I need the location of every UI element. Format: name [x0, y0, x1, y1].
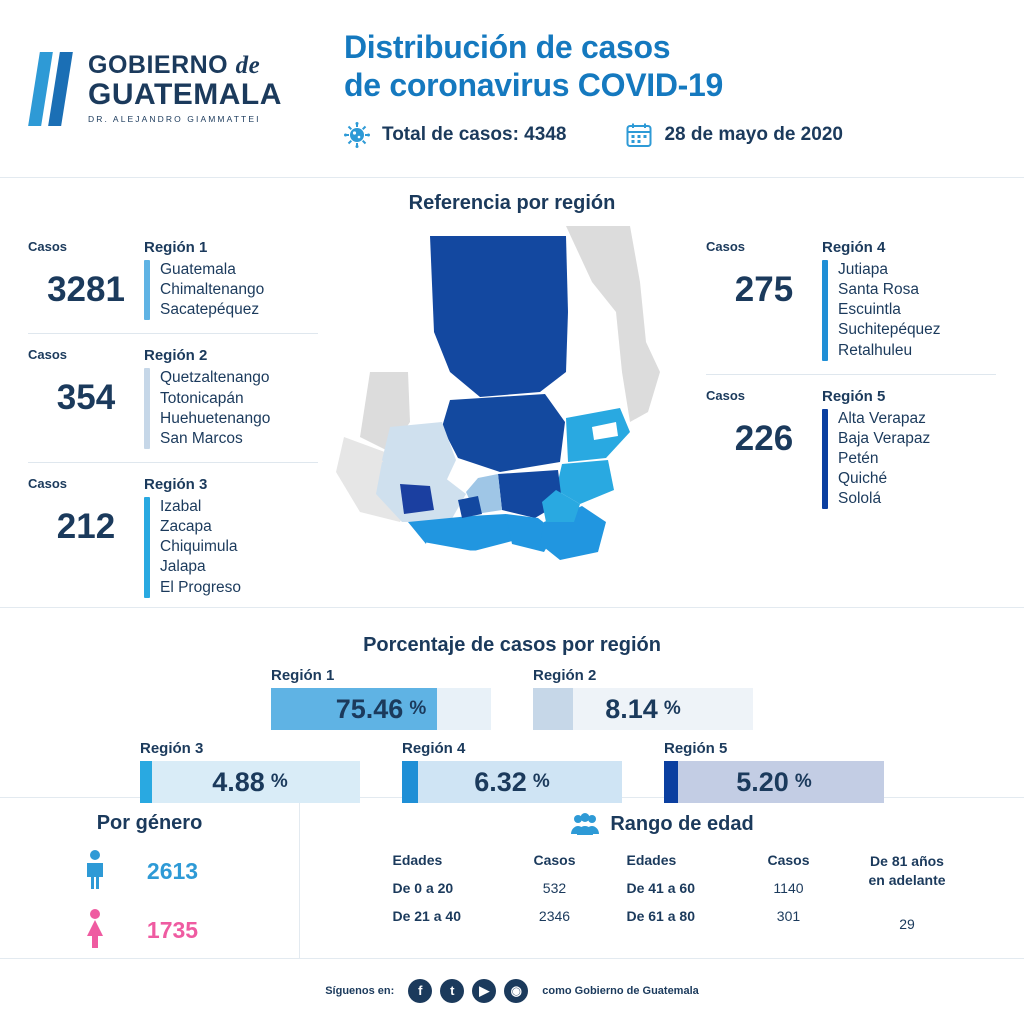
- region-departments: [838, 409, 930, 510]
- youtube-icon[interactable]: ▶: [472, 979, 496, 1003]
- department-item: Sacatepéquez: [160, 301, 260, 319]
- percent-item: [533, 667, 753, 730]
- report-date-label: 28 de mayo de 2020: [664, 123, 843, 145]
- male-count: 2613: [146, 858, 199, 884]
- department-item: Sololá: [838, 490, 882, 508]
- gender-row-male: [0, 849, 299, 894]
- age-cases: 1140: [773, 880, 804, 896]
- account-label: como Gobierno de Guatemala: [542, 984, 699, 997]
- ages-table-1: [392, 852, 598, 932]
- regions-column-right: [706, 226, 996, 522]
- region-card: [706, 226, 996, 375]
- gender-panel: [0, 798, 300, 958]
- logo-de: de: [235, 52, 261, 80]
- department-item: San Marcos: [160, 429, 243, 447]
- region-card: [28, 226, 318, 334]
- guatemala-map: [330, 222, 690, 582]
- region-color-bar: [822, 260, 828, 361]
- region-departments: [160, 260, 264, 320]
- region-card: [706, 375, 996, 523]
- ages-col-header-ages: Edades: [626, 852, 677, 868]
- region-name: Región 1: [144, 239, 208, 256]
- ages-81-title-2: en adelante: [868, 871, 946, 888]
- region-cases-value: 275: [734, 270, 794, 309]
- twitter-icon[interactable]: t: [440, 979, 464, 1003]
- percent-unit: %: [532, 771, 550, 792]
- percent-section: [0, 608, 1024, 798]
- gender-row-female: [0, 908, 299, 953]
- department-item: Escuintla: [838, 301, 901, 319]
- female-icon: [72, 908, 118, 953]
- percent-row-top: [0, 667, 1024, 730]
- facebook-icon[interactable]: f: [408, 979, 432, 1003]
- percent-item: [140, 740, 360, 803]
- gender-title: Por género: [96, 812, 203, 834]
- percent-unit: %: [663, 698, 681, 719]
- government-logo: [34, 52, 334, 126]
- region-cases-label: Casos: [706, 387, 746, 403]
- department-item: Petén: [838, 449, 879, 467]
- region-cases-label: Casos: [28, 239, 68, 254]
- table-row: [392, 908, 598, 924]
- percent-bar: [533, 688, 753, 730]
- footer: [0, 958, 1024, 1022]
- region-card: [28, 463, 318, 611]
- department-item: Zacapa: [160, 518, 212, 536]
- percent-value: 6.32: [474, 766, 527, 797]
- female-count: 1735: [146, 917, 199, 943]
- report-date: [626, 122, 843, 148]
- ages-col-header-ages: Edades: [392, 852, 443, 868]
- logo-subtitle: DR. ALEJANDRO GIAMMATTEI: [88, 114, 261, 125]
- percent-item: [402, 740, 622, 803]
- percent-unit: %: [270, 771, 288, 792]
- ages-table-2: [626, 852, 832, 932]
- region-cases-label: Casos: [28, 347, 68, 363]
- region-cases-label: Casos: [706, 239, 746, 254]
- age-range: De 41 a 60: [626, 880, 695, 896]
- region-cases-value: 3281: [47, 270, 125, 309]
- percent-label: Región 1: [271, 667, 335, 684]
- percent-value: 8.14: [605, 693, 658, 724]
- percent-item: [664, 740, 884, 803]
- department-item: Izabal: [160, 497, 202, 515]
- ages-col-header-cases: Casos: [767, 852, 810, 868]
- ages-panel: [300, 798, 1024, 958]
- ages-81-value: 29: [899, 915, 915, 932]
- department-item: Quiché: [838, 470, 888, 488]
- department-item: Retalhuleu: [838, 341, 913, 359]
- region-color-bar: [144, 260, 150, 320]
- region-name: Región 4: [822, 239, 886, 256]
- department-item: Chimaltenango: [160, 281, 265, 299]
- department-item: Alta Verapaz: [838, 409, 926, 427]
- ages-title-text: Rango de edad: [610, 812, 754, 835]
- region-cases-label: Casos: [28, 475, 68, 491]
- region-cases-value: 212: [56, 506, 116, 546]
- age-range: De 61 a 80: [626, 908, 695, 924]
- percent-bar: [664, 761, 884, 803]
- region-departments: [838, 260, 941, 361]
- instagram-icon[interactable]: ◉: [504, 979, 528, 1003]
- percent-title: Porcentaje de casos por región: [363, 634, 661, 656]
- ages-col-header-cases: Casos: [533, 852, 576, 868]
- department-item: Huehuetenango: [160, 409, 271, 427]
- logo-guatemala: GUATEMALA: [88, 78, 282, 112]
- region-color-bar: [144, 368, 150, 449]
- percent-bar: [271, 688, 491, 730]
- age-cases: 2346: [538, 908, 571, 924]
- ages-81-plus: [868, 852, 945, 932]
- page-title-line2: de coronavirus COVID-19: [344, 66, 723, 103]
- age-range: De 21 a 40: [392, 908, 461, 924]
- percent-value: 75.46: [335, 693, 404, 724]
- department-item: Chiquimula: [160, 538, 238, 556]
- table-row: [392, 880, 598, 896]
- total-cases-label: Total de casos: 4348: [382, 123, 567, 145]
- department-item: Quetzaltenango: [160, 369, 270, 387]
- percent-row-bottom: [0, 740, 1024, 803]
- total-cases: [344, 122, 566, 148]
- regions-column-left: [28, 226, 318, 611]
- region-card: [28, 334, 318, 463]
- department-item: Jutiapa: [838, 261, 888, 278]
- department-item: El Progreso: [160, 578, 241, 596]
- logo-gobierno: GOBIERNO: [88, 51, 229, 80]
- percent-value: 5.20: [736, 766, 789, 797]
- percent-unit: %: [794, 771, 812, 792]
- department-item: Suchitepéquez: [838, 321, 941, 339]
- department-item: Totonicapán: [160, 389, 244, 407]
- table-row: [626, 908, 832, 924]
- region-color-bar: [822, 409, 828, 510]
- region-name: Región 3: [144, 475, 208, 493]
- ages-81-title-1: De 81 años: [870, 853, 944, 869]
- percent-bar: [402, 761, 622, 803]
- calendar-icon: [626, 122, 652, 148]
- region-departments: [160, 497, 241, 598]
- region-name: Región 5: [822, 387, 886, 405]
- department-item: Santa Rosa: [838, 281, 919, 299]
- percent-bar: [140, 761, 360, 803]
- percent-item: [271, 667, 491, 730]
- department-item: Jalapa: [160, 558, 206, 576]
- department-item: Baja Verapaz: [838, 429, 931, 447]
- age-range: De 0 a 20: [392, 880, 454, 896]
- flag-bars-icon: [34, 52, 74, 126]
- people-icon: [570, 812, 600, 836]
- age-cases: 532: [542, 880, 567, 896]
- table-row: [626, 880, 832, 896]
- header: [0, 0, 1024, 178]
- follow-label: Síguenos en:: [325, 984, 395, 997]
- title-block: [334, 29, 990, 147]
- percent-unit: %: [409, 698, 427, 719]
- percent-label: Región 5: [664, 740, 728, 757]
- virus-icon: [344, 122, 370, 148]
- region-cases-value: 226: [734, 418, 794, 458]
- percent-label: Región 3: [140, 740, 204, 757]
- percent-label: Región 4: [402, 740, 466, 757]
- page-title-line1: Distribución de casos: [344, 29, 671, 66]
- region-departments: [160, 368, 270, 449]
- regions-section: [0, 178, 1024, 608]
- male-icon: [72, 849, 118, 894]
- regions-title: Referencia por región: [408, 192, 616, 214]
- social-links[interactable]: [404, 979, 532, 1003]
- bottom-section: [0, 798, 1024, 958]
- region-color-bar: [144, 497, 150, 598]
- department-item: Guatemala: [160, 261, 236, 278]
- region-cases-value: 354: [56, 378, 116, 418]
- percent-label: Región 2: [533, 667, 597, 684]
- percent-value: 4.88: [212, 766, 265, 797]
- age-cases: 301: [776, 908, 801, 924]
- region-name: Región 2: [144, 347, 208, 365]
